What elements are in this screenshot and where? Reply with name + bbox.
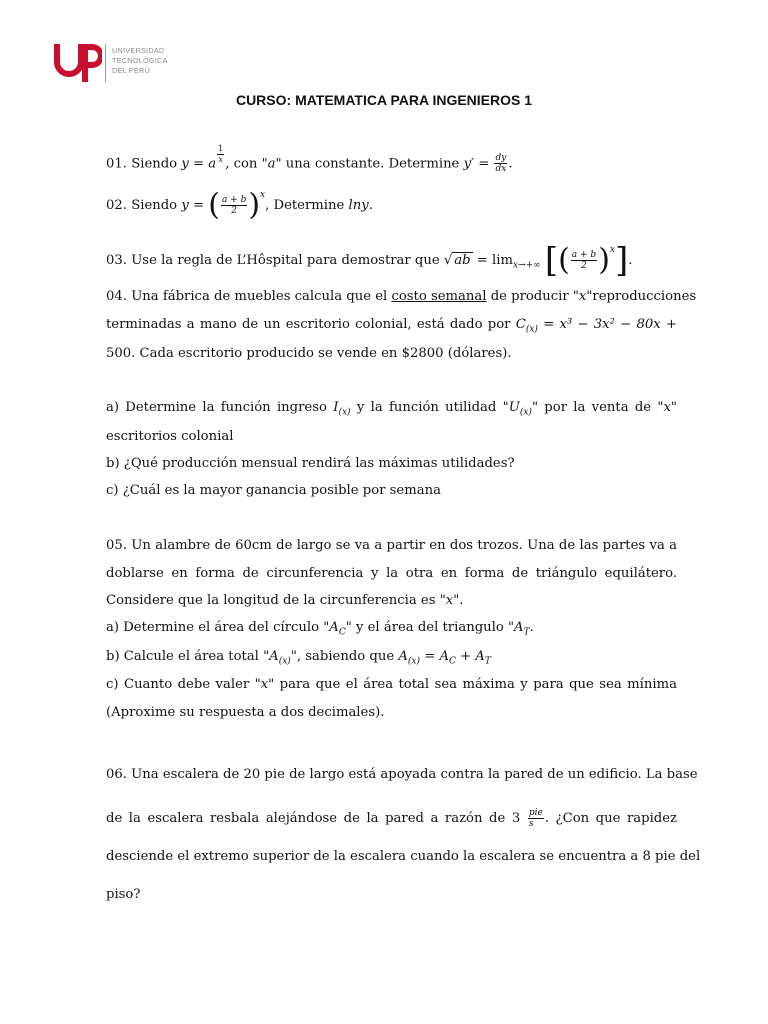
problem-05-line-2: doblarse en forma de circunferencia y la otra en forma de triángulo equilátero. [106,566,677,581]
university-logo [54,40,194,86]
problem-04-b: b) ¿Qué producción mensual rendirá las máximas utilidades? [106,456,515,471]
problem-05-c: c) Cuanto debe valer "x" para que el área total sea máxima y para que sea mínima [106,677,677,692]
problem-04-line-1: 04. Una fábrica de muebles calcula que el costo semanal de producir "x"reproducciones [106,289,697,304]
problem-06-line-3: desciende el extremo superior de la escalera cuando la escalera se encuentra a 8 pie del [106,849,701,864]
problem-06-line-2: de la escalera resbala alejándose de la pared a razón de 3 $\frac{\text{pie}}{s}$ . ¿Con que rapidez [106,808,677,829]
problem-05-b: b) Calcule el área total "$A_{(x)}$", sabiendo que $A_{(x)} = A_C + A_T$ [106,649,491,667]
logo-line-1: UNIVERSIDAD [112,46,165,55]
logo-line-3: DEL PERÚ [112,66,151,75]
logo-text [112,46,168,76]
problem-01: 01. Siendo y = a $^{\frac{1}{x}}$ , con "a" una constante. Determine y′ = $\frac{dy}{dx}$ . [106,144,513,175]
utp-logo-icon [54,40,102,84]
course-title: CURSO: MATEMATICA PARA INGENIEROS 1 [235,92,533,108]
problem-05-a: a) Determine el área del círculo "$A_C$" y el área del triangulo "$A_T$. [106,620,534,638]
logo-line-2: TECNOLÓGICA [112,56,168,65]
problem-04-line-2: terminadas a mano de un escritorio colonial, está dado por $C_{(x)} = x^3 - 3x^2 - 80x$ + [106,317,677,335]
problem-04-c: c) ¿Cuál es la mayor ganancia posible por semana [106,483,441,498]
logo-divider [105,44,106,82]
problem-05-c-cont: (Aproxime su respuesta a dos decimales). [106,705,385,720]
problem-06-line-1: 06. Una escalera de 20 pie de largo está apoyada contra la pared de un edificio. La base [106,767,698,782]
problem-04-line-3: 500. Cada escritorio producido se vende en $2800 (dólares). [106,346,512,361]
problem-04-a-cont: escritorios colonial [106,429,234,444]
problem-03: 03. Use la regla de L’Hôspital para demostrar que √ ab = $\lim_{x\to+\infty}$ [( $\frac{a + b}{2}$ )$^x$]. [106,240,633,281]
problem-05-line-3: Considere que la longitud de la circunferencia es "x". [106,593,464,608]
problem-02: 02. Siendo y = ( $\frac{a + b}{2}$ )$^x$, Determine lny. [106,187,373,223]
problem-04-a: a) Determine la función ingreso $I_{(x)}$ y la función utilidad "$U_{(x)}$" por la venta de "x" [106,400,677,418]
problem-06-line-4: piso? [106,887,141,902]
problem-05-line-1: 05. Un alambre de 60cm de largo se va a partir en dos trozos. Una de las partes va a [106,538,677,553]
